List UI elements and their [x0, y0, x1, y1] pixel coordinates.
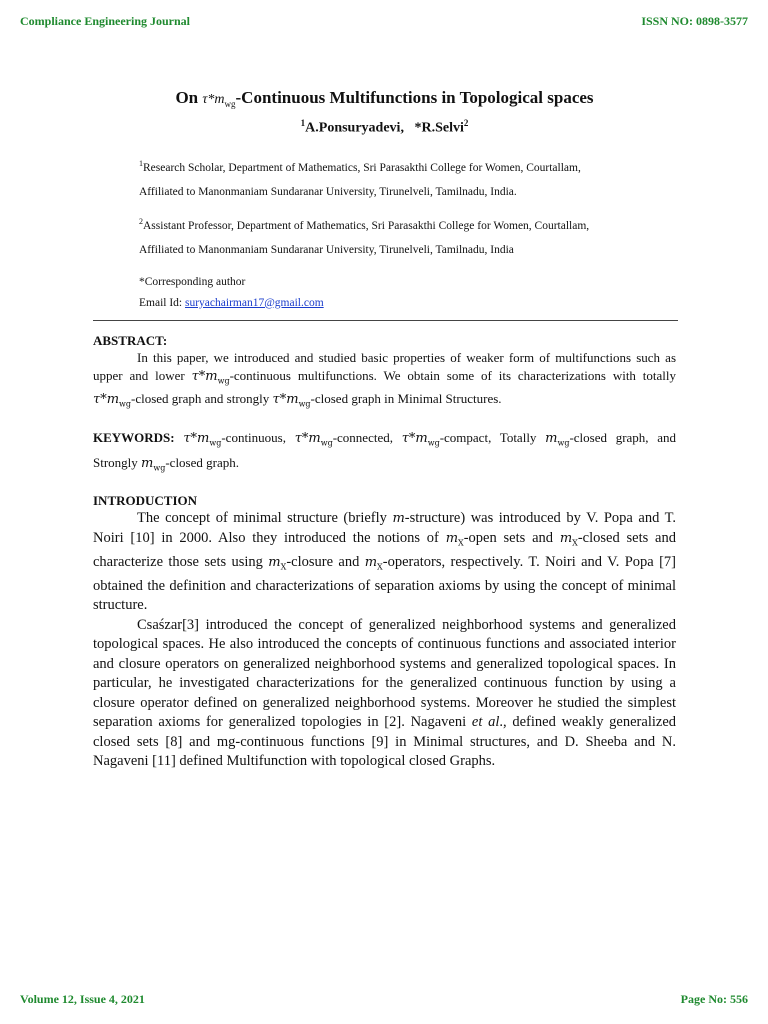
- author-list: $^1$A.Ponsuryadevi, *R.Selvi$^2$: [300, 118, 469, 136]
- volume-issue: Volume 12, Issue 4, 2021: [20, 992, 145, 1006]
- section-divider: [93, 320, 678, 321]
- page-number: Page No: 556: [680, 992, 748, 1006]
- paper-title: On $\tau*m_{wg}$-Continuous Multifunctions in Topological spaces: [175, 88, 594, 109]
- affiliation-2: $^2$Assistant Professor, Department of Mathematics, Sri Parasakthi College for Women, Courtallam, Affiliated to Manonmaniam Sundaranar University, Tirunelveli, Tamilnadu, India: [139, 216, 590, 256]
- affiliation-1: $^1$Research Scholar, Department of Mathematics, Sri Parasakthi College for Women, Courtallam, Affiliated to Manonmaniam Sundaranar University, Tirunelveli, Tamilnadu, India.: [139, 159, 581, 198]
- introduction-paragraph-2: Csaśzar[3] introduced the concept of generalized neighborhood systems and generalized topological spaces. He also introduced the concepts of continuous functions and associated interior and closure operators on generalized neighborhood systems and generalized topological spaces. In particular, he investigated characterizations for the generalized continuous function by using a closure operator defined on generalized neighborhood systems. Moreover he studied the simplest separation axioms for generalized topologies in [2]. Nagaveni et al., defined weakly generalized closed sets [8] and mg-continuous functions [9] in Minimal structures, and D. Sheeba and N. Nagaveni [11] defined Multifunction with topological closed Graphs.: [93, 616, 677, 770]
- title-math: $\tau*m_{wg}$: [202, 92, 236, 109]
- introduction-heading: INTRODUCTION: [93, 493, 198, 509]
- corresponding-author: *Corresponding author Email Id: suryachairman17@gmail.com: [139, 275, 324, 309]
- journal-name: Compliance Engineering Journal: [20, 14, 191, 28]
- abstract-heading: ABSTRACT:: [93, 332, 168, 348]
- abstract-text: In this paper, we introduced and studied basic properties of weaker form of multifunctions such as upper and lower $\tau*m_{wg}$-continuous multifunctions. We obtain some of its characterizations with totally $\tau*m_{wg}$-closed graph and strongly $\tau*m_{wg}$-closed graph in Minimal Structures.: [93, 349, 677, 409]
- issn-number: ISSN NO: 0898-3577: [641, 14, 748, 28]
- keywords-block: KEYWORDS: $\tau*m_{wg}$-continuous, $\tau*m_{wg}$-connected, $\tau*m_{wg}$-compact, Totally $m_{wg}$-closed graph, and Strongly $m_{wg}$-closed graph.: [93, 429, 677, 474]
- page-content: [93, 88, 676, 772]
- introduction-paragraph-1: The concept of minimal structure (briefly m-structure) was introduced by V. Popa and T. Noiri [10] in 2000. Also they introduced the notions of $m_X$-open sets and $m_X$-closed sets and characterize those sets using $m_X$-closure and $m_X$-operators, respectively. T. Noiri and V. Popa [7] obtained the definition and characterizations of separation axioms by using the concept of minimal structure.: [93, 510, 677, 614]
- email-link[interactable]: suryachairman17@gmail.com: [185, 296, 324, 309]
